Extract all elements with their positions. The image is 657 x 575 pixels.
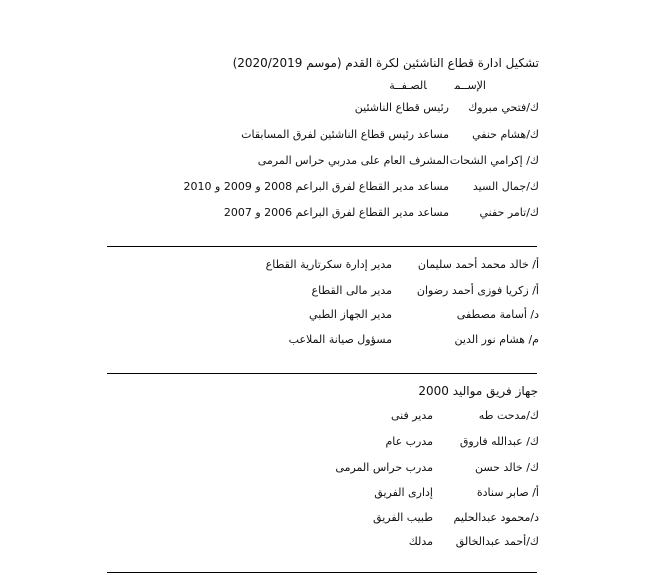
staff-role: إدارى الفريق xyxy=(374,486,433,499)
staff-name: ك/تامر حفني xyxy=(479,206,539,219)
staff-name: ك/أحمد عبدالخالق xyxy=(455,535,539,548)
staff-role: مسؤول صيانة الملاعب xyxy=(288,333,392,346)
staff-role: مساعد رئيس قطاع الناشئين لفرق المسابقات xyxy=(241,128,449,141)
staff-name: د/ أسامة مصطفى xyxy=(456,308,539,321)
staff-name: ك/ إكرامي الشحات xyxy=(449,154,539,167)
section-divider xyxy=(107,572,537,573)
staff-role: مساعد مدير القطاع لفرق البراعم 2006 و 2007 xyxy=(223,206,449,219)
staff-role: مدير مالى القطاع xyxy=(311,284,392,297)
column-headers xyxy=(389,79,486,92)
document-title: تشكيل ادارة قطاع الناشئين لكرة القدم (موسم 2020/2019) xyxy=(232,56,539,70)
staff-name: ك/فتحي مبروك xyxy=(468,101,539,114)
section-divider xyxy=(107,246,537,247)
staff-role: مدرب عام xyxy=(385,435,433,448)
name-column-header: الإســم xyxy=(454,79,486,92)
staff-name: م/ هشام نور الدين xyxy=(454,333,539,346)
staff-role: مدرب حراس المرمى xyxy=(335,461,433,474)
team-section-title: جهاز فريق مواليد 2000 xyxy=(418,384,538,398)
staff-name: أ/ صابر سنادة xyxy=(476,486,539,499)
section-divider xyxy=(107,373,537,374)
staff-role: مساعد مدير القطاع لفرق البراعم 2008 و 2009 و 2010 xyxy=(183,180,449,193)
staff-name: د/محمود عبدالحليم xyxy=(453,511,539,524)
staff-name: ك/مدحت طه xyxy=(478,409,539,422)
staff-role: مدلك xyxy=(408,535,433,548)
staff-name: أ/ زكريا فوزى أحمد رضوان xyxy=(416,284,539,297)
staff-role: مدير إدارة سكرتارية القطاع xyxy=(265,258,392,271)
role-column-header: الصـفــة xyxy=(389,79,427,92)
staff-name: ك/ عبدالله فاروق xyxy=(459,435,539,448)
staff-role: رئيس قطاع الناشئين xyxy=(354,101,449,114)
staff-name: ك/ خالد حسن xyxy=(474,461,539,474)
staff-name: ك/جمال السيد xyxy=(472,180,539,193)
staff-role: مدير فنى xyxy=(390,409,433,422)
staff-role: مدير الجهاز الطبي xyxy=(309,308,392,321)
staff-role: المشرف العام على مدربي حراس المرمى xyxy=(257,154,449,167)
staff-name: ك/هشام حنفي xyxy=(472,128,539,141)
staff-role: طبيب الفريق xyxy=(373,511,433,524)
staff-name: أ/ خالد محمد أحمد سليمان xyxy=(417,258,539,271)
